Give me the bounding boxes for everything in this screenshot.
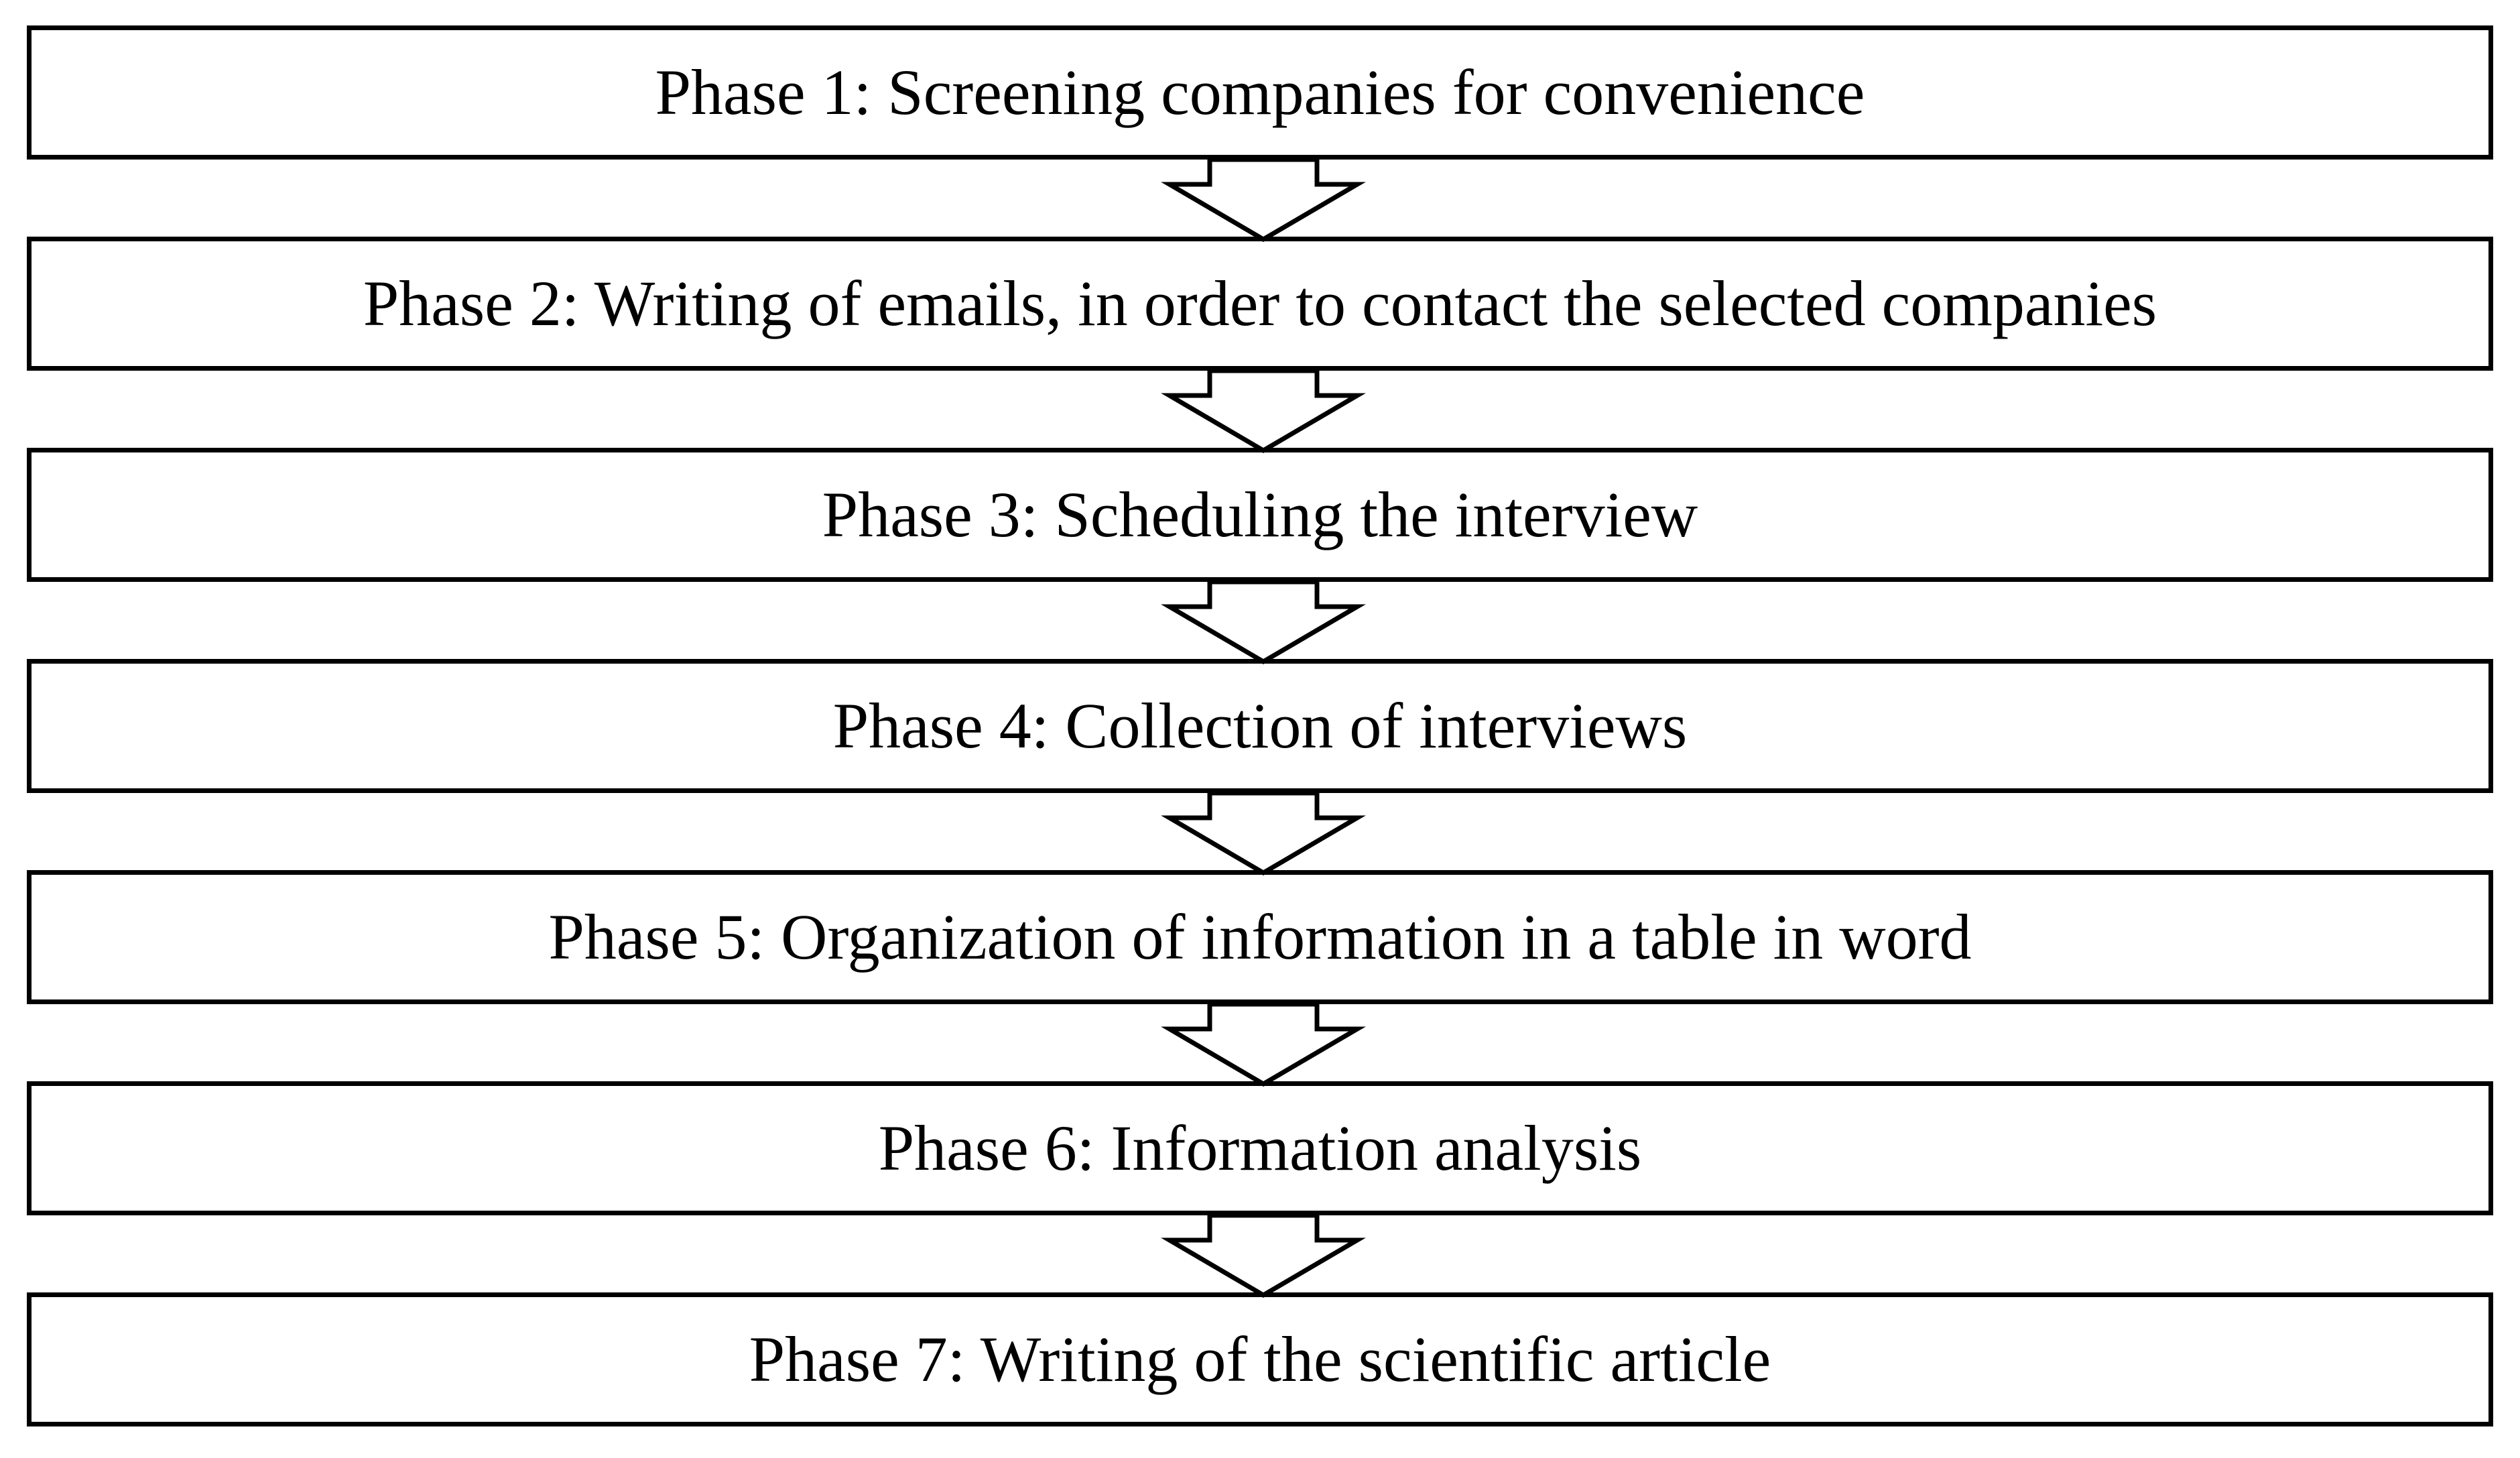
phase-7-box — [27, 1292, 2493, 1426]
phase-7-label: Phase 7: Writing of the scientific article — [749, 1323, 1771, 1395]
phase-5-box — [27, 870, 2493, 1004]
phase-5-label: Phase 5: Organization of information in a table in word — [548, 901, 1972, 973]
down-arrow-icon-5 — [1170, 1004, 1357, 1084]
phase-3-label: Phase 3: Scheduling the interview — [822, 479, 1698, 550]
down-arrow-icon-4 — [1170, 793, 1357, 873]
phase-4-label: Phase 4: Collection of interviews — [832, 690, 1688, 762]
down-arrow-icon-1 — [1170, 160, 1357, 239]
phase-1-label: Phase 1: Screening companies for convenience — [655, 56, 1865, 128]
phase-2-box — [27, 237, 2493, 371]
phase-3-box — [27, 448, 2493, 582]
phase-6-box — [27, 1081, 2493, 1215]
phase-6-label: Phase 6: Information analysis — [878, 1112, 1642, 1184]
phase-1-box — [27, 25, 2493, 160]
down-arrow-icon-3 — [1170, 582, 1357, 662]
phase-4-box — [27, 659, 2493, 793]
down-arrow-icon-6 — [1170, 1215, 1357, 1295]
phase-2-label: Phase 2: Writing of emails, in order to contact the selected companies — [363, 267, 2157, 339]
down-arrow-icon-2 — [1170, 371, 1357, 450]
